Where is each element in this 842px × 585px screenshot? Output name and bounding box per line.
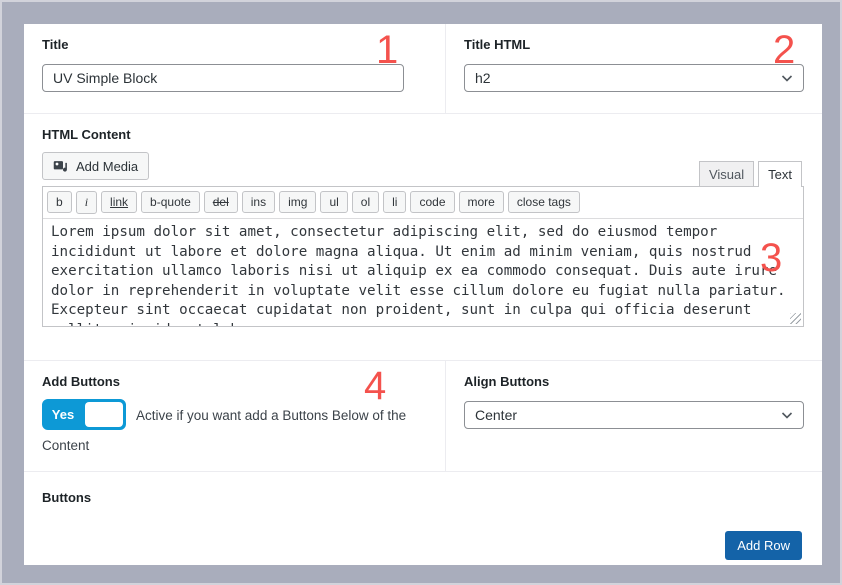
quicktag-more-button[interactable]: more: [459, 191, 504, 213]
toggle-on-label: Yes: [51, 406, 75, 422]
annotation-2: 2: [773, 28, 796, 72]
editor-tools: [42, 152, 804, 186]
quicktag-li-button[interactable]: li: [383, 191, 406, 213]
tab-visual[interactable]: Visual: [699, 161, 754, 186]
annotation-3: 3: [760, 236, 783, 280]
add-media-label: Add Media: [76, 158, 139, 174]
add-row-wrap: [42, 531, 802, 560]
html-content-label: HTML Content: [42, 127, 131, 142]
toggle-knob: [85, 402, 123, 427]
align-buttons-label: Align Buttons: [464, 374, 550, 389]
add-buttons-toggle[interactable]: [42, 399, 126, 430]
row-html-content: [24, 114, 822, 361]
quicktag-ins-button[interactable]: ins: [242, 191, 275, 213]
quicktags-toolbar: [43, 187, 803, 218]
editor-mode-tabs: [699, 161, 802, 186]
quicktag-img-button[interactable]: img: [279, 191, 316, 213]
row-title: [24, 24, 822, 114]
editor-container: [42, 186, 804, 327]
annotation-1: 1: [376, 28, 399, 72]
add-row-button[interactable]: Add Row: [725, 531, 802, 560]
title-html-selected-value: h2: [475, 70, 491, 86]
title-html-select[interactable]: [464, 64, 804, 92]
quicktag-i-button[interactable]: i: [76, 191, 97, 214]
align-buttons-select[interactable]: [464, 401, 804, 429]
html-content-textarea[interactable]: [43, 218, 803, 326]
align-buttons-selected-value: Center: [475, 407, 518, 423]
chevron-down-icon: [779, 70, 795, 86]
row-buttons: [24, 472, 822, 565]
media-icon: [53, 159, 70, 174]
quicktag-close-tags-button[interactable]: close tags: [508, 191, 580, 213]
field-group-card: [24, 24, 822, 565]
quicktag-b-button[interactable]: b: [47, 191, 72, 213]
quicktag-b-quote-button[interactable]: b-quote: [141, 191, 200, 213]
title-label: Title: [42, 37, 69, 52]
add-media-button[interactable]: [42, 152, 149, 180]
add-buttons-label: Add Buttons: [42, 374, 120, 389]
buttons-label: Buttons: [42, 490, 92, 505]
annotation-4: 4: [364, 364, 387, 408]
add-buttons-description: Active if you want add a Buttons Below of the Content: [42, 408, 407, 453]
align-buttons-field-cell: [445, 361, 822, 471]
quicktag-link-button[interactable]: link: [101, 191, 137, 213]
row-add-buttons: [24, 361, 822, 472]
add-buttons-control: [42, 401, 427, 461]
quicktag-del-button[interactable]: del: [204, 191, 238, 213]
quicktag-code-button[interactable]: code: [410, 191, 454, 213]
quicktag-ol-button[interactable]: ol: [352, 191, 379, 213]
title-html-field-cell: [445, 24, 822, 113]
chevron-down-icon: [779, 407, 795, 423]
title-html-label: Title HTML: [464, 37, 531, 52]
quicktag-ul-button[interactable]: ul: [320, 191, 347, 213]
title-input[interactable]: [42, 64, 404, 92]
tab-text[interactable]: Text: [758, 161, 802, 187]
